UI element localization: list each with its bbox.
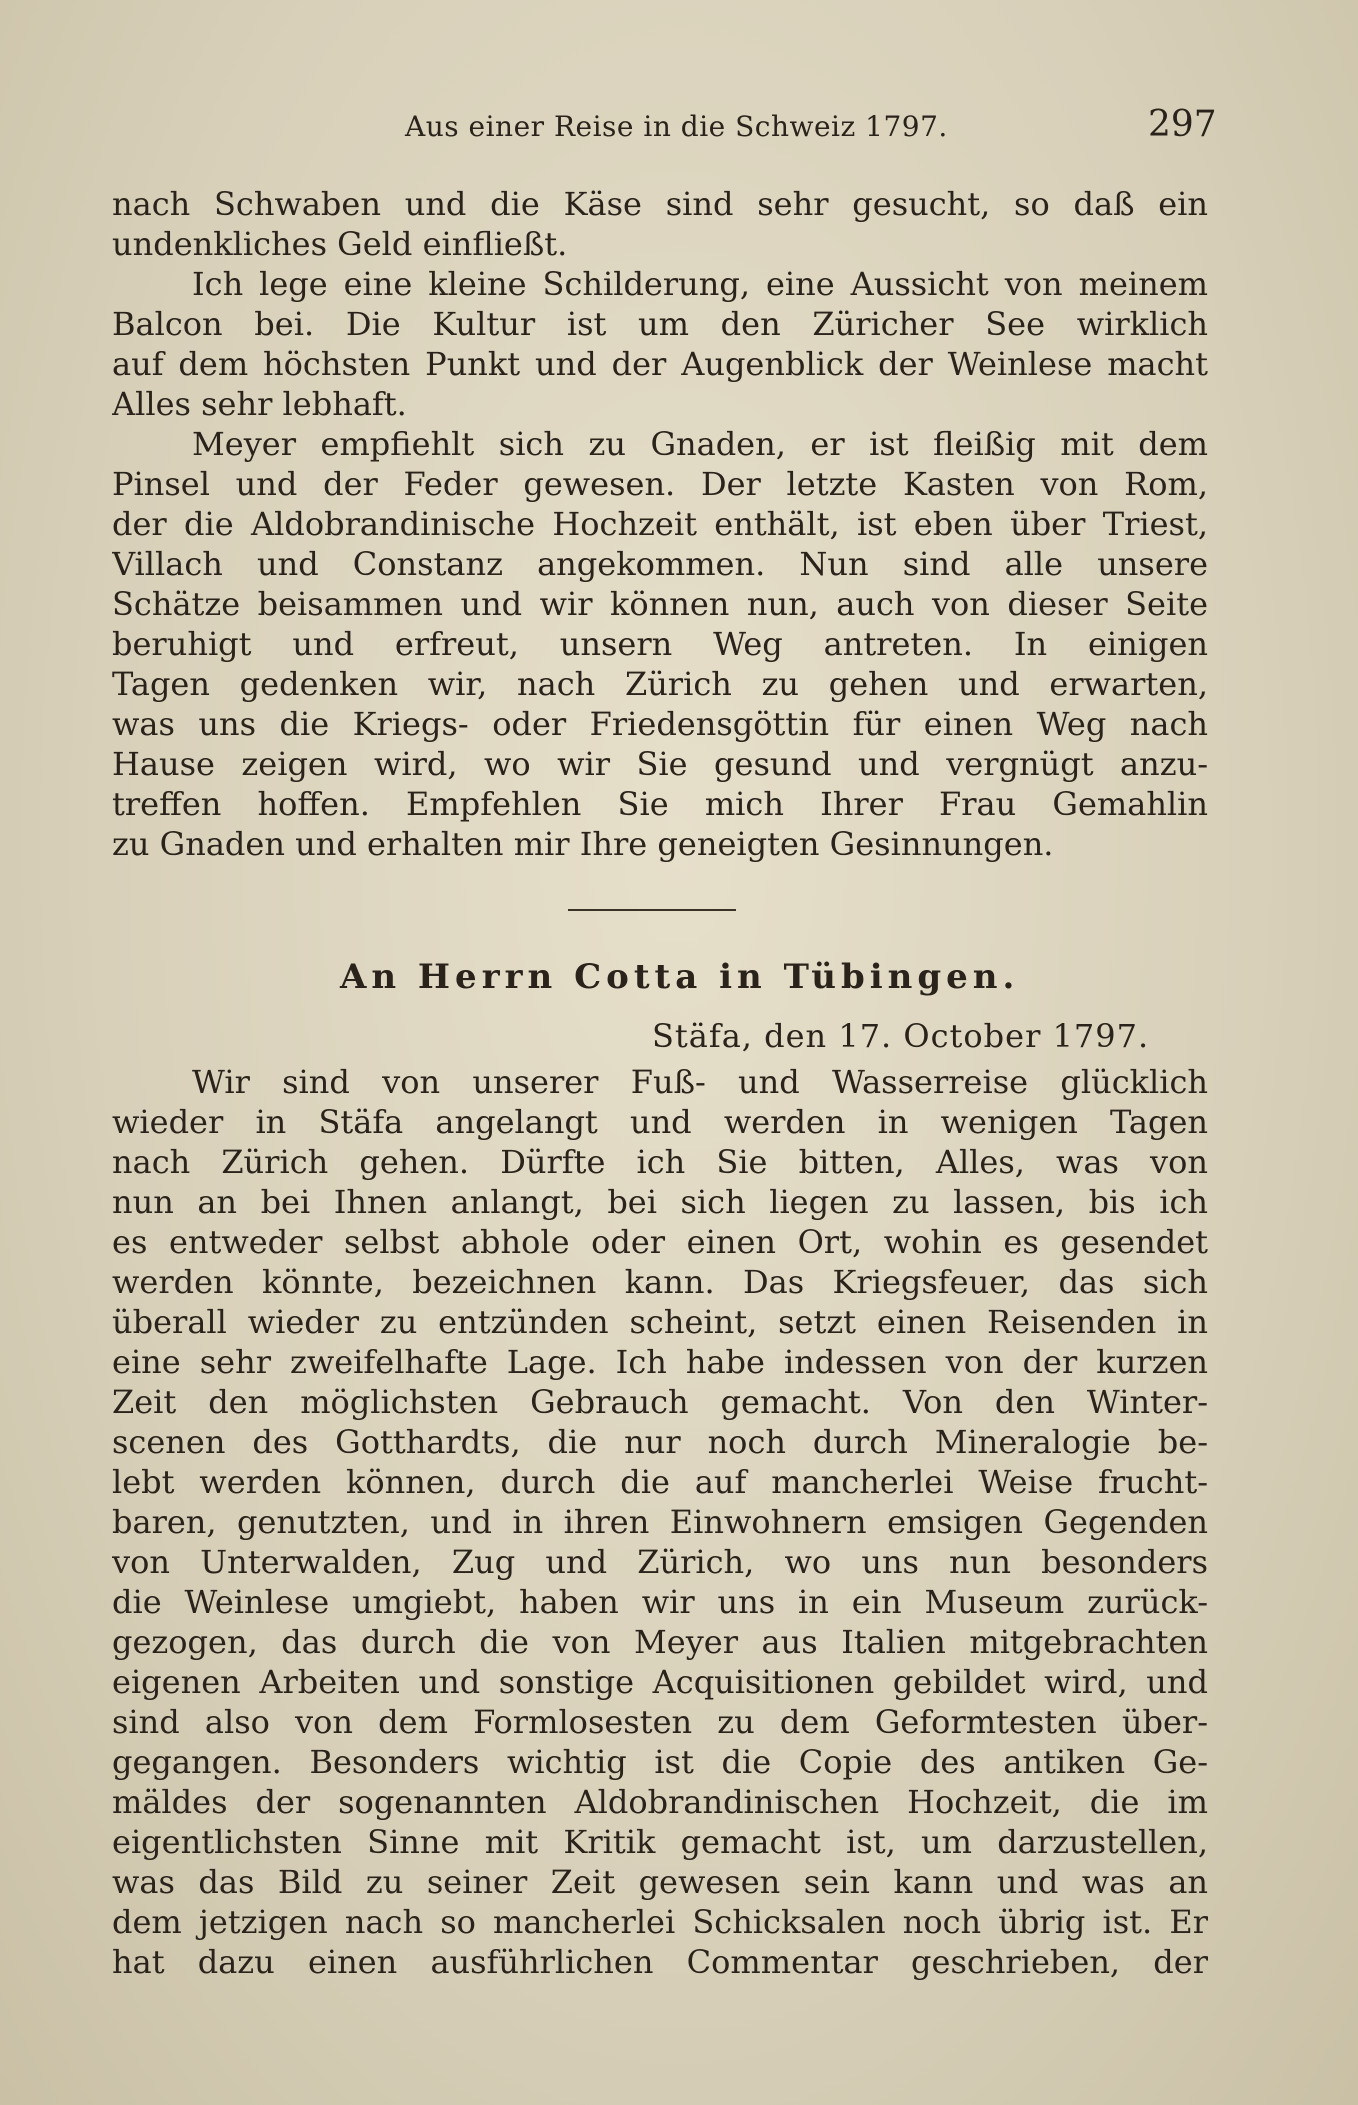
text-line: nach Zürich gehen. Dürfte ich Sie bitten, Alles, was von bbox=[112, 1143, 1208, 1181]
text-line: dem jetzigen nach so mancherlei Schicksalen noch übrig ist. Er bbox=[112, 1903, 1208, 1941]
text-line: lebt werden können, durch die auf mancherlei Weise frucht- bbox=[112, 1463, 1208, 1501]
text-line: auf dem höchsten Punkt und der Augenblick der Weinlese macht bbox=[112, 345, 1208, 383]
text-line: nach Schwaben und die Käse sind sehr gesucht, so daß ein bbox=[112, 185, 1208, 223]
text-line: mäldes der sogenannten Aldobrandinischen Hochzeit, die im bbox=[112, 1783, 1208, 1821]
text-line: nun an bei Ihnen anlangt, bei sich liegen zu lassen, bis ich bbox=[112, 1183, 1208, 1221]
text-line: was das Bild zu seiner Zeit gewesen sein kann und was an bbox=[112, 1863, 1208, 1901]
text-line: Zeit den möglichsten Gebrauch gemacht. Von den Winter- bbox=[112, 1383, 1208, 1421]
text-line: der die Aldobrandinische Hochzeit enthält, ist eben über Triest, bbox=[112, 505, 1208, 543]
text-line: eigenen Arbeiten und sonstige Acquisitionen gebildet wird, und bbox=[112, 1663, 1208, 1701]
text-line: gezogen, das durch die von Meyer aus Italien mitgebrachten bbox=[112, 1623, 1208, 1661]
page-number: 297 bbox=[1148, 104, 1217, 145]
text-line: Balcon bei. Die Kultur ist um den Züricher See wirklich bbox=[112, 305, 1208, 343]
text-line: eine sehr zweifelhafte Lage. Ich habe indessen von der kurzen bbox=[112, 1343, 1208, 1381]
letter-title: An Herrn Cotta in Tübingen. bbox=[340, 957, 1020, 997]
text-line: Meyer empfiehlt sich zu Gnaden, er ist fleißig mit dem bbox=[192, 425, 1208, 463]
section-divider bbox=[568, 909, 736, 911]
text-line: die Weinlese umgiebt, haben wir uns in ein Museum zurück- bbox=[112, 1583, 1208, 1621]
text-line: Alles sehr lebhaft. bbox=[112, 385, 407, 423]
text-block-top bbox=[112, 184, 1208, 864]
text-line: was uns die Kriegs- oder Friedensgöttin für einen Weg nach bbox=[112, 705, 1208, 743]
page-header bbox=[0, 104, 1358, 154]
text-line: wieder in Stäfa angelangt und werden in wenigen Tagen bbox=[112, 1103, 1208, 1141]
text-line: Wir sind von unserer Fuß- und Wasserreise glücklich bbox=[192, 1063, 1208, 1101]
text-line: überall wieder zu entzünden scheint, setzt einen Reisenden in bbox=[112, 1303, 1208, 1341]
text-line: von Unterwalden, Zug und Zürich, wo uns nun besonders bbox=[112, 1543, 1208, 1581]
text-line: es entweder selbst abhole oder einen Ort, wohin es gesendet bbox=[112, 1223, 1208, 1261]
text-line: Pinsel und der Feder gewesen. Der letzte Kasten von Rom, bbox=[112, 465, 1208, 503]
text-line: undenkliches Geld einfließt. bbox=[112, 225, 568, 263]
text-line: gegangen. Besonders wichtig ist die Copie des antiken Ge- bbox=[112, 1743, 1208, 1781]
letter-dateline: Stäfa, den 17. October 1797. bbox=[652, 1017, 1150, 1055]
running-head: Aus einer Reise in die Schweiz 1797. bbox=[405, 110, 948, 143]
text-line: Hause zeigen wird, wo wir Sie gesund und vergnügt anzu- bbox=[112, 745, 1208, 783]
text-line: werden könnte, bezeichnen kann. Das Kriegsfeuer, das sich bbox=[112, 1263, 1208, 1301]
text-line: hat dazu einen ausführlichen Commentar geschrieben, der bbox=[112, 1943, 1208, 1981]
text-line: treffen hoffen. Empfehlen Sie mich Ihrer Frau Gemahlin bbox=[112, 785, 1208, 823]
letter-body bbox=[112, 1062, 1208, 1982]
text-line: beruhigt und erfreut, unsern Weg antreten. In einigen bbox=[112, 625, 1208, 663]
text-line: Tagen gedenken wir, nach Zürich zu gehen und erwarten, bbox=[112, 665, 1208, 703]
text-line: zu Gnaden und erhalten mir Ihre geneigten Gesinnungen. bbox=[112, 825, 1054, 863]
text-line: Schätze beisammen und wir können nun, auch von dieser Seite bbox=[112, 585, 1208, 623]
text-line: Villach und Constanz angekommen. Nun sind alle unsere bbox=[112, 545, 1208, 583]
text-line: Ich lege eine kleine Schilderung, eine Aussicht von meinem bbox=[192, 265, 1208, 303]
text-line: eigentlichsten Sinne mit Kritik gemacht ist, um darzustellen, bbox=[112, 1823, 1208, 1861]
text-line: baren, genutzten, und in ihren Einwohnern emsigen Gegenden bbox=[112, 1503, 1208, 1541]
text-line: sind also von dem Formlosesten zu dem Geformtesten über- bbox=[112, 1703, 1208, 1741]
text-line: scenen des Gotthardts, die nur noch durch Mineralogie be- bbox=[112, 1423, 1208, 1461]
